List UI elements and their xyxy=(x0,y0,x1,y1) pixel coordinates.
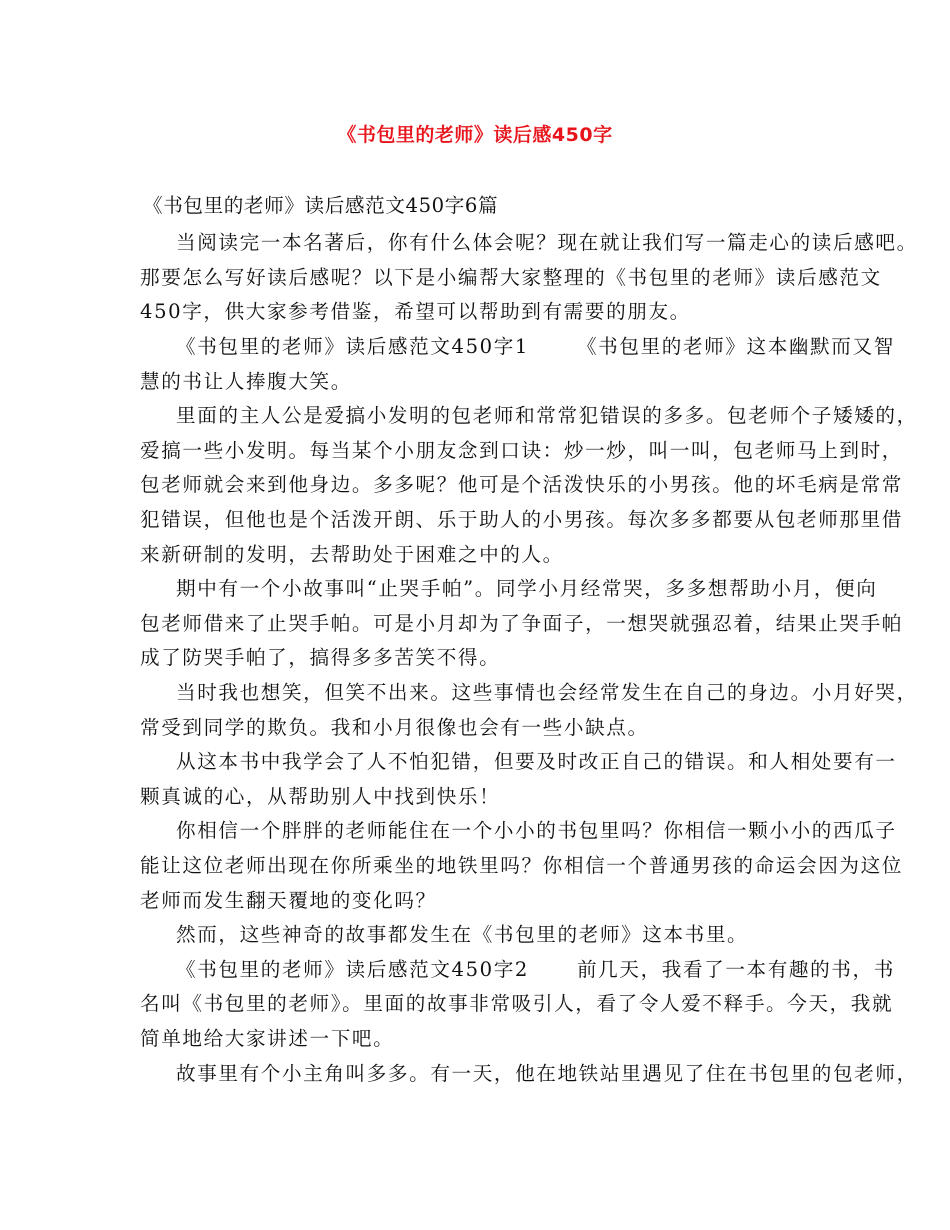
paragraph-line: 老师而发生翻天覆地的变化吗？ xyxy=(140,889,437,912)
paragraph-line: 当时我也想笑，但笑不出来。这些事情也会经常发生在自己的身边。小月好哭， xyxy=(176,681,918,704)
paragraph-line: 你相信一个胖胖的老师能住在一个小小的书包里吗？你相信一颗小小的西瓜子 xyxy=(176,819,897,842)
paragraph-line: 包老师就会来到他身边。多多呢？他可是个活泼快乐的小男孩。他的坏毛病是常常 xyxy=(140,473,903,496)
paragraph-line: 简单地给大家讲述一下吧。 xyxy=(140,1027,395,1050)
paragraph-line: 慧的书让人捧腹大笑。 xyxy=(140,370,352,393)
paragraph-line: 来新研制的发明，去帮助处于困难之中的人。 xyxy=(140,543,564,566)
paragraph-line: 里面的主人公是爱搞小发明的包老师和常常犯错误的多多。包老师个子矮矮的， xyxy=(176,404,918,427)
paragraph-line: 颗真诚的心，从帮助别人中找到快乐！ xyxy=(140,785,501,808)
paragraph-line: 成了防哭手帕了，搞得多多苦笑不得。 xyxy=(140,646,501,669)
paragraph-line: 从这本书中我学会了人不怕犯错，但要及时改正自己的错误。和人相处要有一 xyxy=(176,750,897,773)
paragraph-line: 包老师借来了止哭手帕。可是小月却为了争面子，一想哭就强忍着，结果止哭手帕 xyxy=(140,612,903,635)
paragraph-line: 能让这位老师出现在你所乘坐的地铁里吗？你相信一个普通男孩的命运会因为这位 xyxy=(140,854,903,877)
paragraph-text: 前几天，我看了一本有趣的书，书 xyxy=(576,958,895,981)
paragraph-line: 那要怎么写好读后感呢？以下是小编帮大家整理的《书包里的老师》读后感范文 xyxy=(140,266,882,289)
section-heading-1: 《书包里的老师》读后感范文450字1 xyxy=(176,335,529,358)
paragraph-line: 爱搞一些小发明。每当某个小朋友念到口诀：炒一炒，叫一叫，包老师马上到时， xyxy=(140,439,903,462)
paragraph-line: 犯错误，但他也是个活泼开朗、乐于助人的小男孩。每次多多都要从包老师那里借 xyxy=(140,508,903,531)
paragraph-line: 450字，供大家参考借鉴，希望可以帮助到有需要的朋友。 xyxy=(140,300,691,323)
section-heading-line xyxy=(176,957,895,983)
paragraph-line: 名叫《书包里的老师》。里面的故事非常吸引人，看了令人爱不释手。今天，我就 xyxy=(140,992,894,1015)
paragraph-line: 期中有一个小故事叫“止哭手帕”。同学小月经常哭，多多想帮助小月，便向 xyxy=(176,577,878,600)
paragraph-text: 《书包里的老师》这本幽默而又智 xyxy=(576,335,895,358)
section-heading-line xyxy=(176,334,895,360)
document-title: 《书包里的老师》读后感450字 xyxy=(337,124,613,146)
paragraph-line: 故事里有个小主角叫多多。有一天，他在地铁站里遇见了住在书包里的包老师， xyxy=(176,1062,918,1085)
paragraph-line: 然而，这些神奇的故事都发生在《书包里的老师》这本书里。 xyxy=(176,923,749,946)
paragraph-line: 当阅读完一本名著后，你有什么体会呢？现在就让我们写一篇走心的读后感吧。 xyxy=(176,231,918,254)
document-subtitle: 《书包里的老师》读后感范文450字6篇 xyxy=(143,194,499,217)
section-heading-2: 《书包里的老师》读后感范文450字2 xyxy=(176,958,529,981)
paragraph-line: 常受到同学的欺负。我和小月很像也会有一些小缺点。 xyxy=(140,716,649,739)
